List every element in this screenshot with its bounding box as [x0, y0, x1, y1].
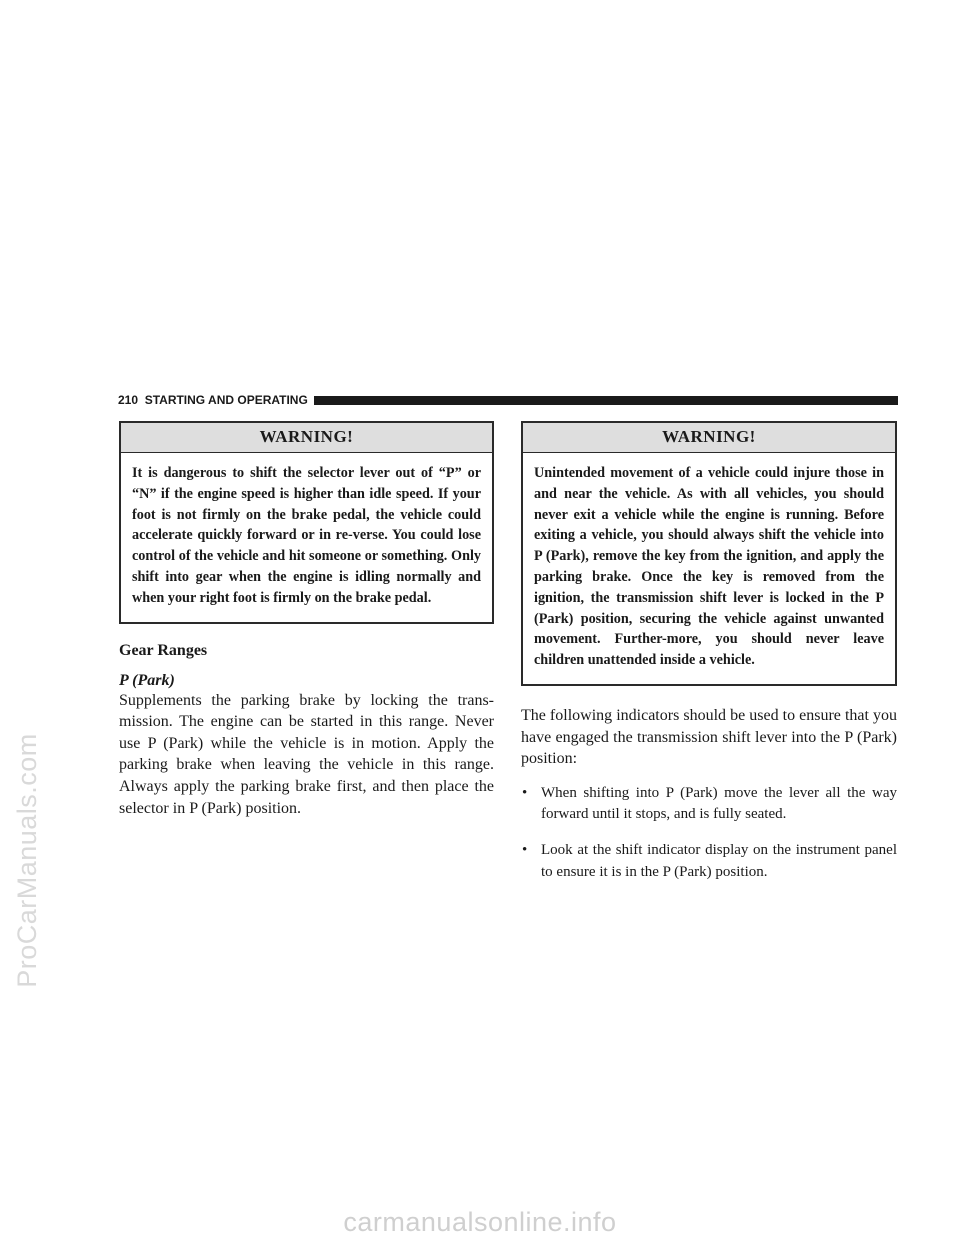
warning-body: Unintended movement of a vehicle could injure those in and near the vehicle. As with all vehicles, you should never exit a vehicle while the engine is running. Before exiting a vehicle, you should always shift the vehicle into P (Park), remove the key from the ignition, and apply the parking brake. Once the key is removed from the ignition, the transmission shift lever is locked in the P (Park) position, securing the vehicle against unwanted movement. Further-more, you should never leave children unattended inside a vehicle.	[534, 465, 884, 669]
side-watermark	[2, 500, 52, 1220]
header-rule	[314, 396, 898, 405]
page-header	[118, 392, 898, 408]
list-item	[521, 840, 897, 883]
bullet-icon: •	[522, 784, 528, 801]
list-item	[521, 783, 897, 826]
list-item-text: When shifting into P (Park) move the lever all the way forward until it stops, and is fully seated.	[541, 784, 897, 823]
bottom-watermark: carmanualsonline.info	[343, 1207, 617, 1237]
list-item-text: Look at the shift indicator display on the instrument panel to ensure it is in the P (Park) position.	[541, 841, 897, 880]
section-title: STARTING AND OPERATING	[144, 393, 308, 407]
warning-body: It is dangerous to shift the selector lever out of “P” or “N” if the engine speed is higher than idle speed. If your foot is not firmly on the brake pedal, the vehicle could accelerate quickly forward or in re-verse. You could lose control of the vehicle and hit someone or something. Only shift into gear when the engine is idling normally and when your right foot is firmly on the brake pedal.	[132, 465, 481, 606]
indicators-paragraph: The following indicators should be used to ensure that you have engaged the transmission shift lever into the P (Park) position:	[521, 706, 897, 768]
page-header-text	[118, 393, 308, 407]
right-column	[521, 421, 897, 897]
bullet-icon: •	[522, 841, 528, 858]
page-number: 210	[118, 393, 139, 407]
warning-box-right	[521, 421, 897, 686]
warning-title: WARNING!	[523, 423, 895, 453]
subheading-park: P (Park)	[119, 671, 175, 689]
section-heading: Gear Ranges	[119, 641, 208, 659]
side-watermark-text: ProCarManuals.com	[11, 732, 42, 988]
left-column	[119, 421, 494, 819]
park-paragraph: Supplements the parking brake by locking the trans-mission. The engine can be started in this range. Never use P (Park) while the vehicle is in motion. Apply the parking brake when leaving the vehicle in this range. Always apply the parking brake first, and then place the selector in P (Park) position.	[119, 691, 494, 817]
indicator-list	[521, 783, 897, 883]
warning-box-left	[119, 421, 494, 624]
warning-title: WARNING!	[121, 423, 492, 453]
